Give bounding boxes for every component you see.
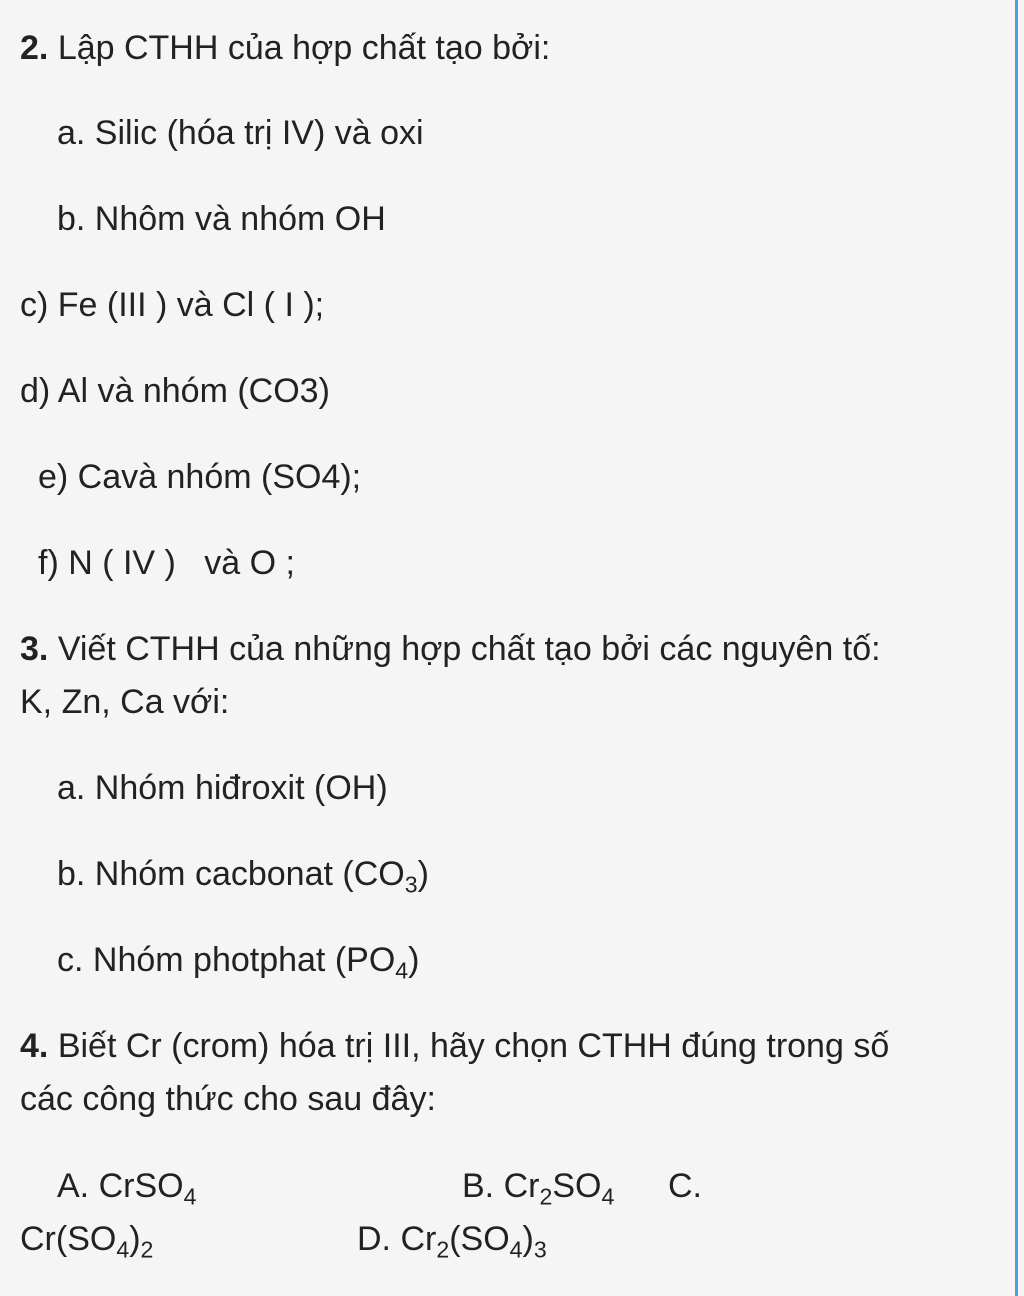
q4-title-line2: các công thức cho sau đây: [20,1080,436,1118]
q3-item-c-formula: PO [346,941,396,979]
q2-item-e: e) Cavà nhóm (SO4); [38,458,362,496]
q2-item-b: b. Nhôm và nhóm OH [57,200,386,238]
q4-option-c-formula: $Cr(SO_4)_2$ [20,1220,154,1263]
q4-option-b [462,1166,615,1210]
q3-item-b-label: b. Nhóm cacbonat ( [57,855,354,893]
q4-option-a-label: A. [57,1167,90,1205]
q2-item-d: d) Al và nhóm (CO3) [20,372,330,410]
q4-option-c-label: C. [668,1167,702,1205]
q4-option-a-formula: CrSO$_4$ [98,1167,197,1210]
q3-item-c-label: c. Nhóm photphat ( [57,941,347,979]
q4-heading [20,1026,889,1066]
q4-option-b-formula: $Cr_2SO_4$ [503,1167,615,1210]
q2-item-f: f) N ( IV ) và O ; [38,544,295,582]
q3-item-c-close: ) [408,941,420,979]
q4-option-b-label: B. [462,1167,495,1205]
q4-option-d-label: D. [357,1220,391,1258]
q3-heading [20,629,881,669]
q4-title-line1: Biết Cr (crom) hóa trị III, hãy chọn CTHH đúng trong số [57,1027,890,1065]
q2-heading [20,28,550,68]
q3-title-line1: Viết CTHH của những hợp chất tạo bởi các nguyên tố: [57,630,881,668]
q3-item-b-subscript: 3 [404,871,418,898]
q3-item-b [57,854,429,898]
q3-item-b-formula: CO [353,855,405,893]
q2-item-c: c) Fe (III ) và Cl ( I ); [20,286,325,324]
q3-number: 3. [20,630,49,668]
q3-item-b-close: ) [417,855,429,893]
q2-title: Lập CTHH của hợp chất tạo bởi: [57,29,551,67]
q4-number: 4. [20,1027,49,1065]
q3-item-c [57,940,420,984]
q2-number: 2. [20,29,49,67]
q3-item-c-subscript: 4 [395,957,409,984]
q4-option-d-formula: $Cr_2(SO_4)_3$ [400,1220,547,1263]
right-edge-rule [1015,0,1018,1296]
q3-title-line2: K, Zn, Ca với: [20,683,230,721]
q4-option-d [357,1219,547,1263]
q4-option-a [57,1166,197,1210]
q2-item-a: a. Silic (hóa trị IV) và oxi [57,114,424,152]
q3-item-a: a. Nhóm hiđroxit (OH) [57,769,388,807]
